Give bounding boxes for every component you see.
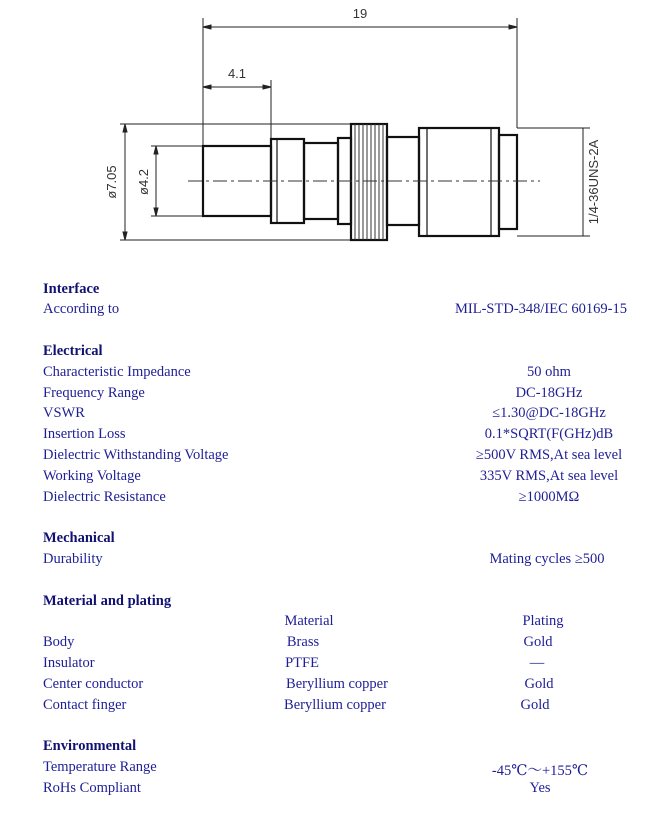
material-plating: Gold [523,634,553,650]
spec-value: DC-18GHz [515,385,583,401]
env-value: -45℃～+155℃ [491,763,589,779]
durability-label: Durability [43,551,103,567]
dim-outer-diameter: ø7.05 [104,165,119,199]
dim-inner-diameter: ø4.2 [136,168,151,196]
section-environmental-title: Environmental [43,738,137,754]
spec-value: ≥1000MΩ [518,489,580,505]
material-part: Contact finger [43,697,127,713]
material-name: Beryllium copper [284,697,386,713]
section-material-title: Material and plating [43,593,172,609]
spec-label: Characteristic Impedance [43,364,191,380]
spec-value: ≥500V RMS,At sea level [475,447,623,463]
env-label: Temperature Range [43,759,157,775]
according-to-value: MIL-STD-348/IEC 60169-15 [455,301,627,317]
material-part: Body [43,634,75,650]
spec-label: Frequency Range [43,385,145,401]
spec-label: Working Voltage [43,468,141,484]
spec-label: VSWR [43,405,85,421]
according-to-label: According to [43,301,120,317]
col-header-plating: Plating [522,613,564,629]
durability-value: Mating cycles ≥500 [489,551,605,567]
spec-label: Dielectric Resistance [43,489,166,505]
spec-value: 0.1*SQRT(F(GHz)dB [484,426,614,442]
material-plating: Gold [524,676,554,692]
material-part: Insulator [43,655,95,671]
spec-value: 335V RMS,At sea level [479,468,619,484]
spec-value: 50 ohm [527,364,571,380]
spec-label: Dielectric Withstanding Voltage [43,447,229,463]
dim-overall-length: 19 [352,6,368,21]
material-plating: Gold [520,697,550,713]
material-plating: — [529,655,545,671]
col-header-material: Material [284,613,334,629]
spec-label: Insertion Loss [43,426,126,442]
material-name: PTFE [285,655,319,671]
env-label: RoHs Compliant [43,780,141,796]
dim-thread-spec: 1/4-36UNS-2A [586,139,601,225]
section-mechanical-title: Mechanical [43,530,115,546]
material-part: Center conductor [43,676,144,692]
env-value: Yes [529,780,551,796]
material-name: Brass [286,634,320,650]
section-electrical-title: Electrical [43,343,103,359]
dim-pin-length: 4.1 [227,66,247,81]
connector-drawing [0,0,667,260]
section-interface-title: Interface [43,281,100,297]
material-name: Beryllium copper [286,676,388,692]
spec-value: ≤1.30@DC-18GHz [492,405,606,421]
